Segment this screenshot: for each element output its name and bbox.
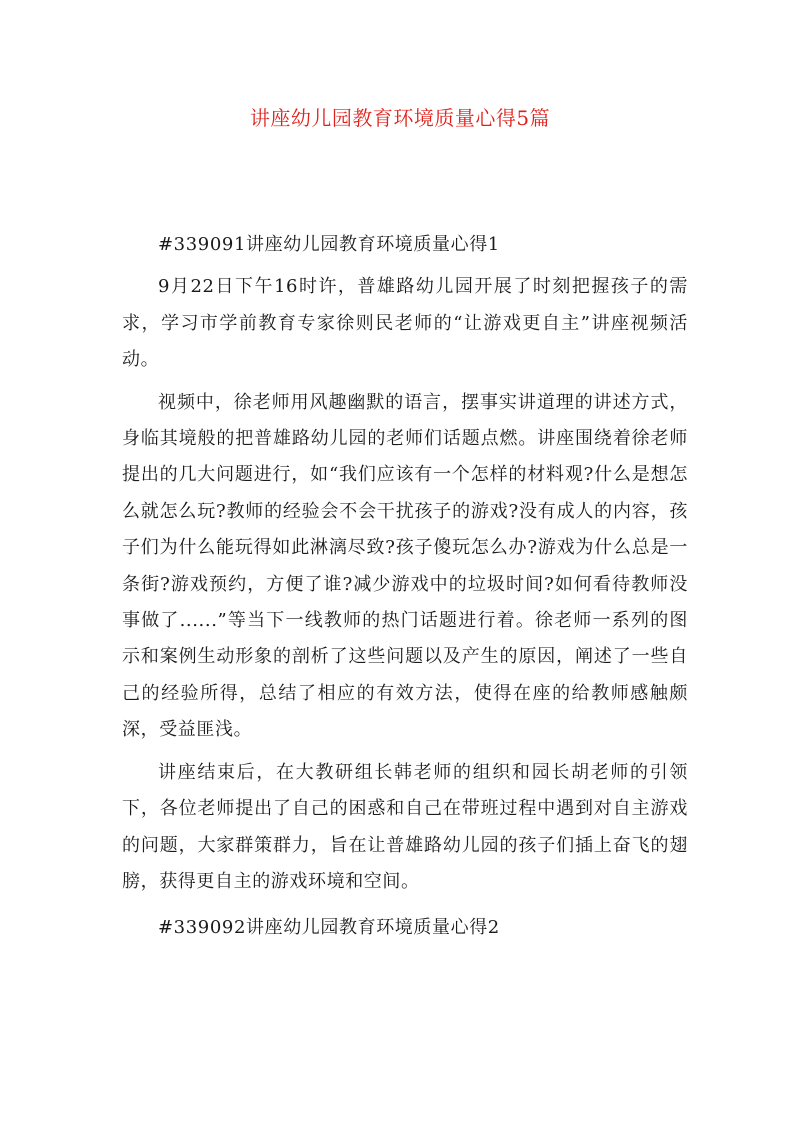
section-heading-2: #339092讲座幼儿园教育环境质量心得2 <box>158 917 500 939</box>
document-title: 讲座幼儿园教育环境质量心得5篇 <box>249 106 551 130</box>
document-body <box>122 227 688 953</box>
paragraph-3: 讲座结束后，在大教研组长韩老师的组织和园长胡老师的引领下，各位老师提出了自己的困惑和自己在带班过程中遇到对自主游戏的问题，大家群策群力，旨在让普雄路幼儿园的孩子们插上奋飞的翅膀，获得更自主的游戏环境和空间。 <box>122 761 688 892</box>
paragraph-1: 9月22日下午16时许，普雄路幼儿园开展了时刻把握孩子的需求，学习市学前教育专家徐则民老师的“让游戏更自主”讲座视频活动。 <box>122 276 688 371</box>
paragraph-2: 视频中，徐老师用风趣幽默的语言，摆事实讲道理的讲述方式，身临其境般的把普雄路幼儿园的老师们话题点燃。讲座围绕着徐老师提出的几大问题进行，如“我们应该有一个怎样的材料观?什么是想怎么就怎么玩?教师的经验会不会干扰孩子的游戏?没有成人的内容，孩子们为什么能玩得如此淋漓尽致?孩子傻玩怎么办?游戏为什么总是一条街?游戏预约，方便了谁?减少游戏中的垃圾时间?如何看待教师没事做了......”等当下一线教师的热门话题进行着。徐老师一系列的图示和案例生动形象的剖析了这些问题以及产生的原因，阐述了一些自己的经验所得，总结了相应的有效方法，使得在座的给教师感触颇深，受益匪浅。 <box>122 391 688 741</box>
section-heading-1: #339091讲座幼儿园教育环境质量心得1 <box>158 234 500 255</box>
